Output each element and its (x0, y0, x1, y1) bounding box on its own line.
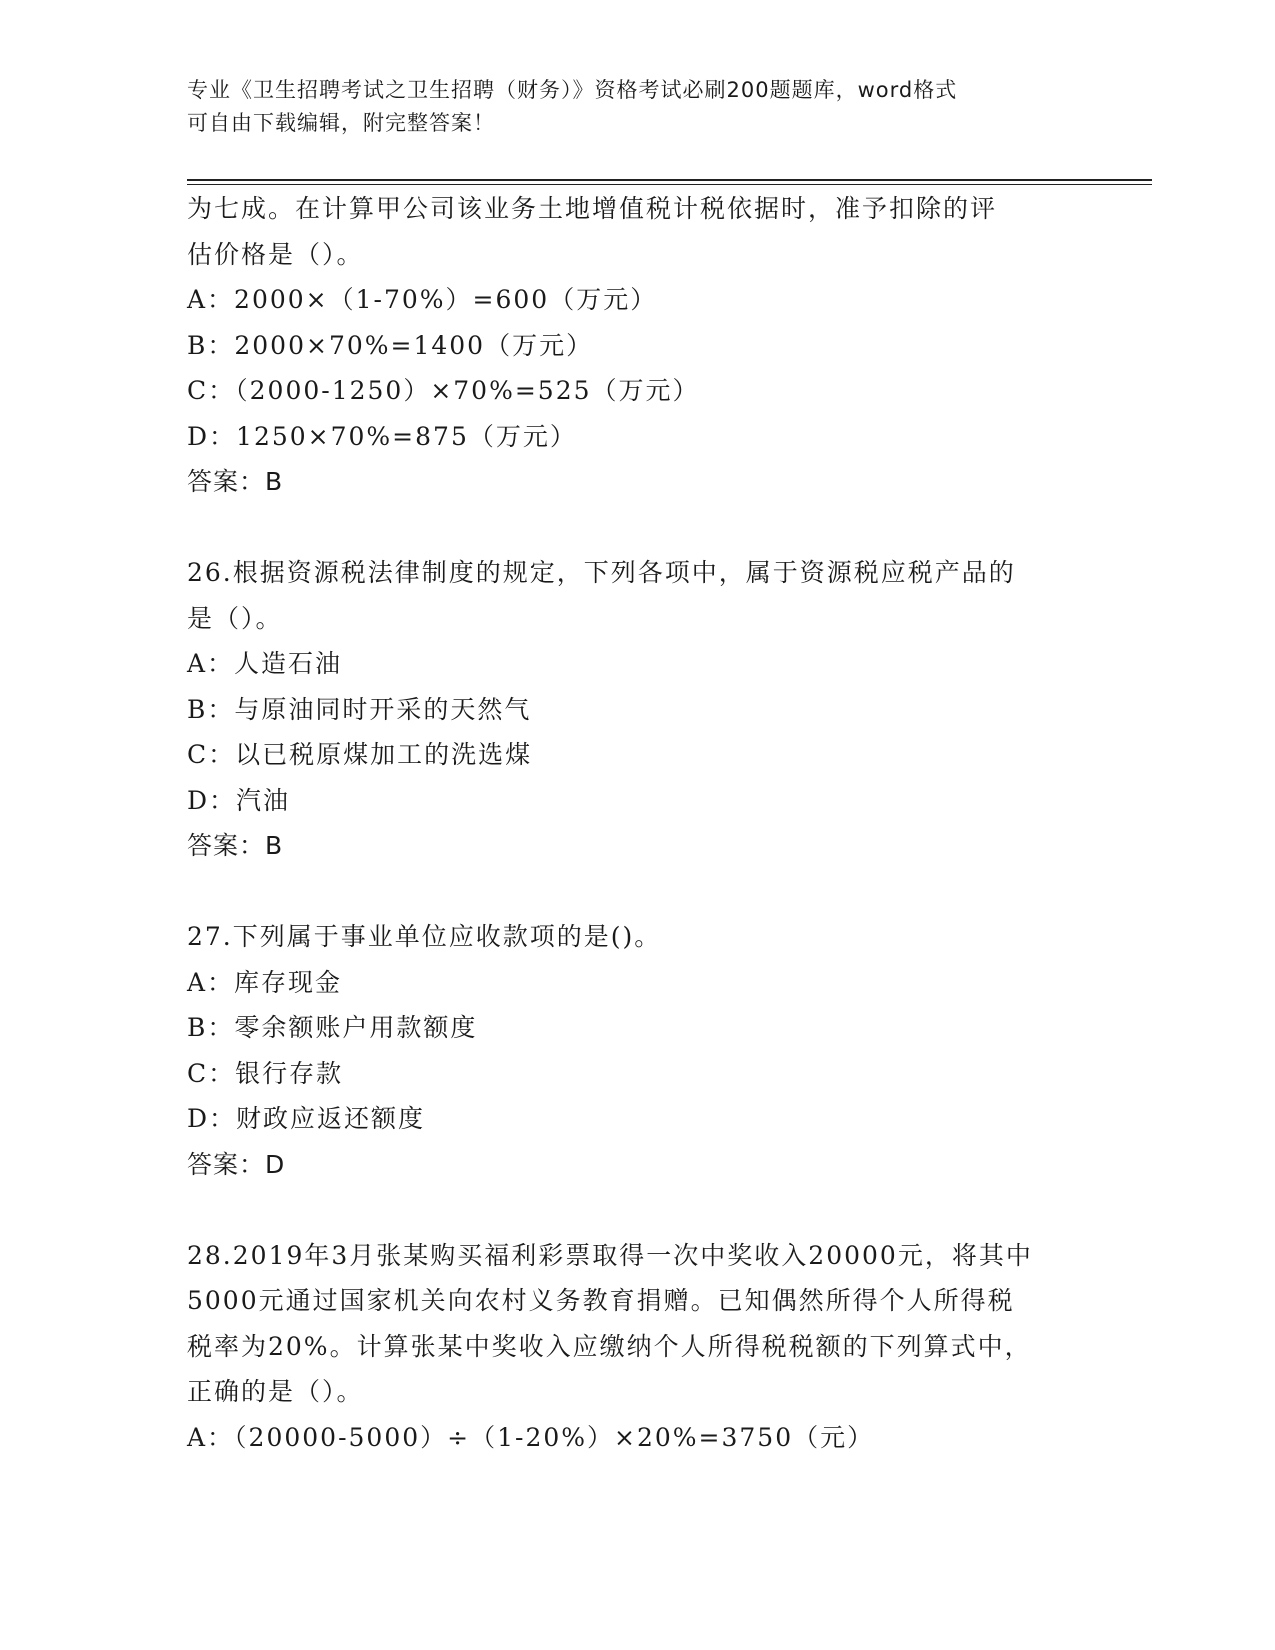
header-line-2: 可自由下载编辑，附完整答案！ (187, 111, 495, 135)
answer-line: 答案：B (187, 831, 284, 860)
question-block-continued (187, 186, 1087, 505)
document-header (187, 74, 1087, 140)
option-b: B：零余额账户用款额度 (187, 1013, 478, 1042)
spacer (187, 1187, 1087, 1233)
question-text: 26.根据资源税法律制度的规定，下列各项中，属于资源税应税产品的 (187, 558, 1016, 587)
answer-line: 答案：D (187, 1149, 286, 1179)
question-text: 正确的是（）。 (187, 1377, 364, 1406)
question-text: 27.下列属于事业单位应收款项的是()。 (187, 922, 662, 951)
option-b: B：与原油同时开采的天然气 (187, 694, 532, 724)
question-block-27 (187, 914, 1087, 1187)
question-block-28 (187, 1233, 1087, 1461)
document-body (187, 186, 1087, 1460)
question-block-26 (187, 550, 1087, 869)
option-b: B：2000×70%=1400（万元） (187, 330, 594, 360)
option-d: D：汽油 (187, 785, 291, 815)
question-text: 28.2019年3月张某购买福利彩票取得一次中奖收入20000元，将其中 (187, 1240, 1033, 1270)
header-divider-thin (187, 184, 1152, 185)
question-text: 是（）。 (187, 603, 283, 633)
option-a: A：库存现金 (187, 967, 343, 997)
option-a: A：（20000-5000）÷（1-20%）×20%=3750（元） (187, 1422, 875, 1452)
option-a: A：人造石油 (187, 649, 343, 678)
option-c: C：银行存款 (187, 1058, 344, 1088)
question-text: 为七成。在计算甲公司该业务土地增值税计税依据时，准予扣除的评 (187, 194, 998, 223)
question-text: 税率为20%。计算张某中奖收入应缴纳个人所得税税额的下列算式中， (187, 1331, 1032, 1361)
option-d: D：财政应返还额度 (187, 1104, 426, 1133)
header-line-1: 专业《卫生招聘考试之卫生招聘（财务）》资格考试必刷200题题库，word格式 (187, 78, 958, 102)
option-c: C：以已税原煤加工的洗选煤 (187, 740, 533, 769)
option-c: C：（2000-1250）×70%=525（万元） (187, 376, 700, 405)
header-divider-thick (187, 179, 1152, 181)
question-text: 估价格是（）。 (187, 239, 364, 269)
question-text: 5000元通过国家机关向农村义务教育捐赠。已知偶然所得个人所得税 (187, 1286, 1015, 1315)
spacer (187, 869, 1087, 915)
answer-line: 答案：B (187, 467, 284, 496)
option-a: A：2000×（1-70%）=600（万元） (187, 285, 658, 314)
spacer (187, 505, 1087, 551)
option-d: D：1250×70%=875（万元） (187, 421, 577, 451)
